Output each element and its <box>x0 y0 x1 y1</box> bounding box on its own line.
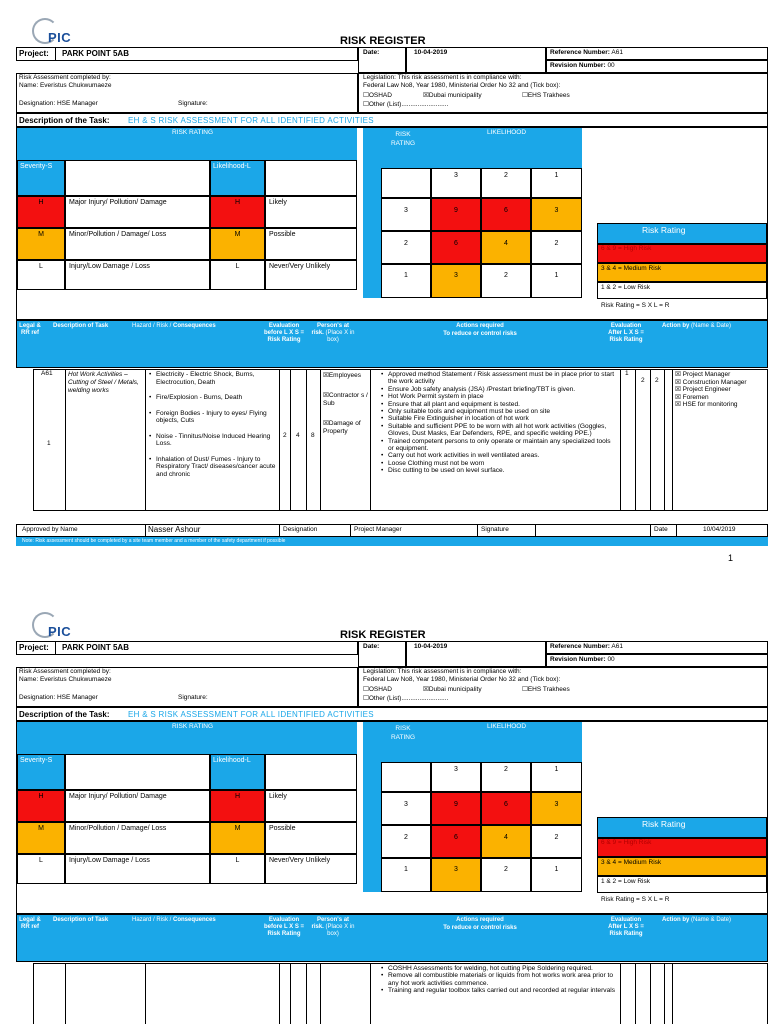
legend-high: 6 & 9 = High Risk <box>601 245 652 252</box>
property-checkbox[interactable]: ☒ <box>323 419 329 427</box>
task-label: Description of the Task: <box>19 116 110 125</box>
actions-list: • Approved method Statement / Risk assessment must be in place prior to start the work activity • Ensure Job safety analysis (JSA) /Prestart briefing/TBT is given. • Hot Work Permit system in place • Ensure that all plant and equipment is tested. • Only suitable tools and equipment must be used on site • Suitable Fire Extinguisher in location of hot work • Suitable and sufficient PPE to be worn with all hot work activities (Goggles, Gloves, Dust Masks, Ear Defenders, RPE, and specific welding PPE.) • Trained competent persons to only operate or maintain any specialized tools or equipment. • Carry out hot work activities in well ventilated areas. • Loose Clothing must not be worn • Disc cutting to be used on level surface. <box>380 371 618 475</box>
reference-value: A61 <box>611 49 623 56</box>
project-value: PARK POINT 5AB <box>62 49 129 58</box>
legislation-line-2: Federal Law No8, Year 1980, Ministerial Order No 32 and (Tick box): <box>363 82 561 89</box>
legend-low: 1 & 2 = Low Risk <box>601 284 650 291</box>
signature-label: Signature: <box>178 100 208 107</box>
pic-logo: PIC <box>30 18 90 54</box>
pic-logo: PIC <box>30 612 90 648</box>
action-by-list: ☒ Project Manager ☒ Construction Manager ☒ Project Engineer ☒ Foremen ☒ HSE for monitoring <box>675 370 747 409</box>
reference-label: Reference Number: <box>550 49 610 56</box>
severity-low: L <box>17 260 65 290</box>
before-rating: 8 <box>311 432 315 439</box>
matrix-cell-9: 9 <box>431 198 481 231</box>
severity-medium: M <box>17 228 65 260</box>
matrix-cell-3: 3 <box>531 198 582 231</box>
note-text: Note: Risk assessment should be completed by a site team member and a member of the safety department if possible <box>22 538 286 544</box>
severity-header: Severity-S <box>17 160 65 196</box>
assessor-name: Name: Everistus Chukwumaeze <box>19 82 112 89</box>
contractors-checkbox[interactable]: ☒ <box>323 391 329 399</box>
likelihood-medium: M <box>210 228 265 260</box>
legend-medium: 3 & 4 = Medium Risk <box>601 265 662 272</box>
entry-ref: A61 <box>41 370 53 377</box>
approval-date-value: 10/04/2019 <box>703 526 736 533</box>
other-checkbox[interactable]: ☐ <box>363 100 369 108</box>
approved-by-value: Nasser Ashour <box>148 525 201 534</box>
severity-high: H <box>17 196 65 228</box>
page-title: RISK REGISTER <box>340 35 426 47</box>
approval-signature-label: Signature <box>481 526 509 533</box>
table-header <box>16 320 768 368</box>
revision-value: 00 <box>607 62 615 69</box>
matrix-risk-label: RISK RATING <box>390 131 416 147</box>
entry-number: 1 <box>47 440 51 447</box>
before-likelihood: 2 <box>283 432 287 439</box>
matrix-cell-6: 6 <box>481 198 531 231</box>
approval-designation-label: Designation <box>283 526 318 533</box>
assessor-designation: Designation: HSE Manager <box>19 100 98 107</box>
hazard-list: • Electricity - Electric Shock, Burns, Electrocution, Death • Fire/Explosion - Burns, Death • Foreign Bodies - Injury to eyes/ Flying objects, Cuts • Noise - Tinnitus/Noise Induced Hearing Loss. • Inhalation of Dust/ Fumes - Injury to Respiratory Tract/ diseases/cancer acute and chronic <box>148 371 278 478</box>
revision-label: Revision Number: <box>550 62 606 69</box>
after-rating: 2 <box>655 377 659 384</box>
employees-checkbox[interactable]: ☒ <box>323 371 329 379</box>
legislation-line-1: Legislation: This risk assessment is in compliance with: <box>363 74 522 81</box>
date-value: 10-04-2019 <box>414 49 448 56</box>
approval-date-label: Date <box>654 526 668 533</box>
date-label: Date: <box>363 49 380 56</box>
completed-by: Risk Assessment completed by: <box>19 74 111 81</box>
approved-by-label: Approved by Name <box>22 526 78 533</box>
page-title: RISK REGISTER <box>340 629 426 641</box>
oshad-checkbox[interactable]: ☐ <box>363 91 369 99</box>
persons-at-risk: ☒Employees ☒Contractor s / Sub ☒Damage of Property <box>323 371 368 435</box>
after-likelihood: 1 <box>625 370 629 377</box>
likelihood-low: L <box>210 260 265 290</box>
task-value: EH & S RISK ASSESSMENT FOR ALL IDENTIFIED ACTIVITIES <box>128 116 374 125</box>
entry-task: Hot Work Activities – Cutting of Steel / Metals, welding works <box>68 371 139 394</box>
dubai-checkbox[interactable]: ☒ <box>423 91 429 99</box>
before-severity: 4 <box>296 432 300 439</box>
legend-formula: Risk Rating = S X L = R <box>601 302 670 309</box>
after-severity: 2 <box>641 377 645 384</box>
project-label: Project: <box>19 49 49 58</box>
actions-list-continued: • COSHH Assessments for welding, hot cutting Pipe Soldering required. • Remove all combustible materials or liquids from hot works work area prior to any hot work activities commence. • Training and regular toolbox talks carried out and recorded at regular intervals <box>380 965 618 995</box>
likelihood-high: H <box>210 196 265 228</box>
page-number: 1 <box>728 553 734 563</box>
matrix-likelihood-label: LIKELIHOOD <box>487 129 527 136</box>
approval-designation-value: Project Manager <box>354 526 402 533</box>
ehs-checkbox[interactable]: ☐ <box>522 91 528 99</box>
likelihood-header: Likelihood-L <box>210 160 265 196</box>
